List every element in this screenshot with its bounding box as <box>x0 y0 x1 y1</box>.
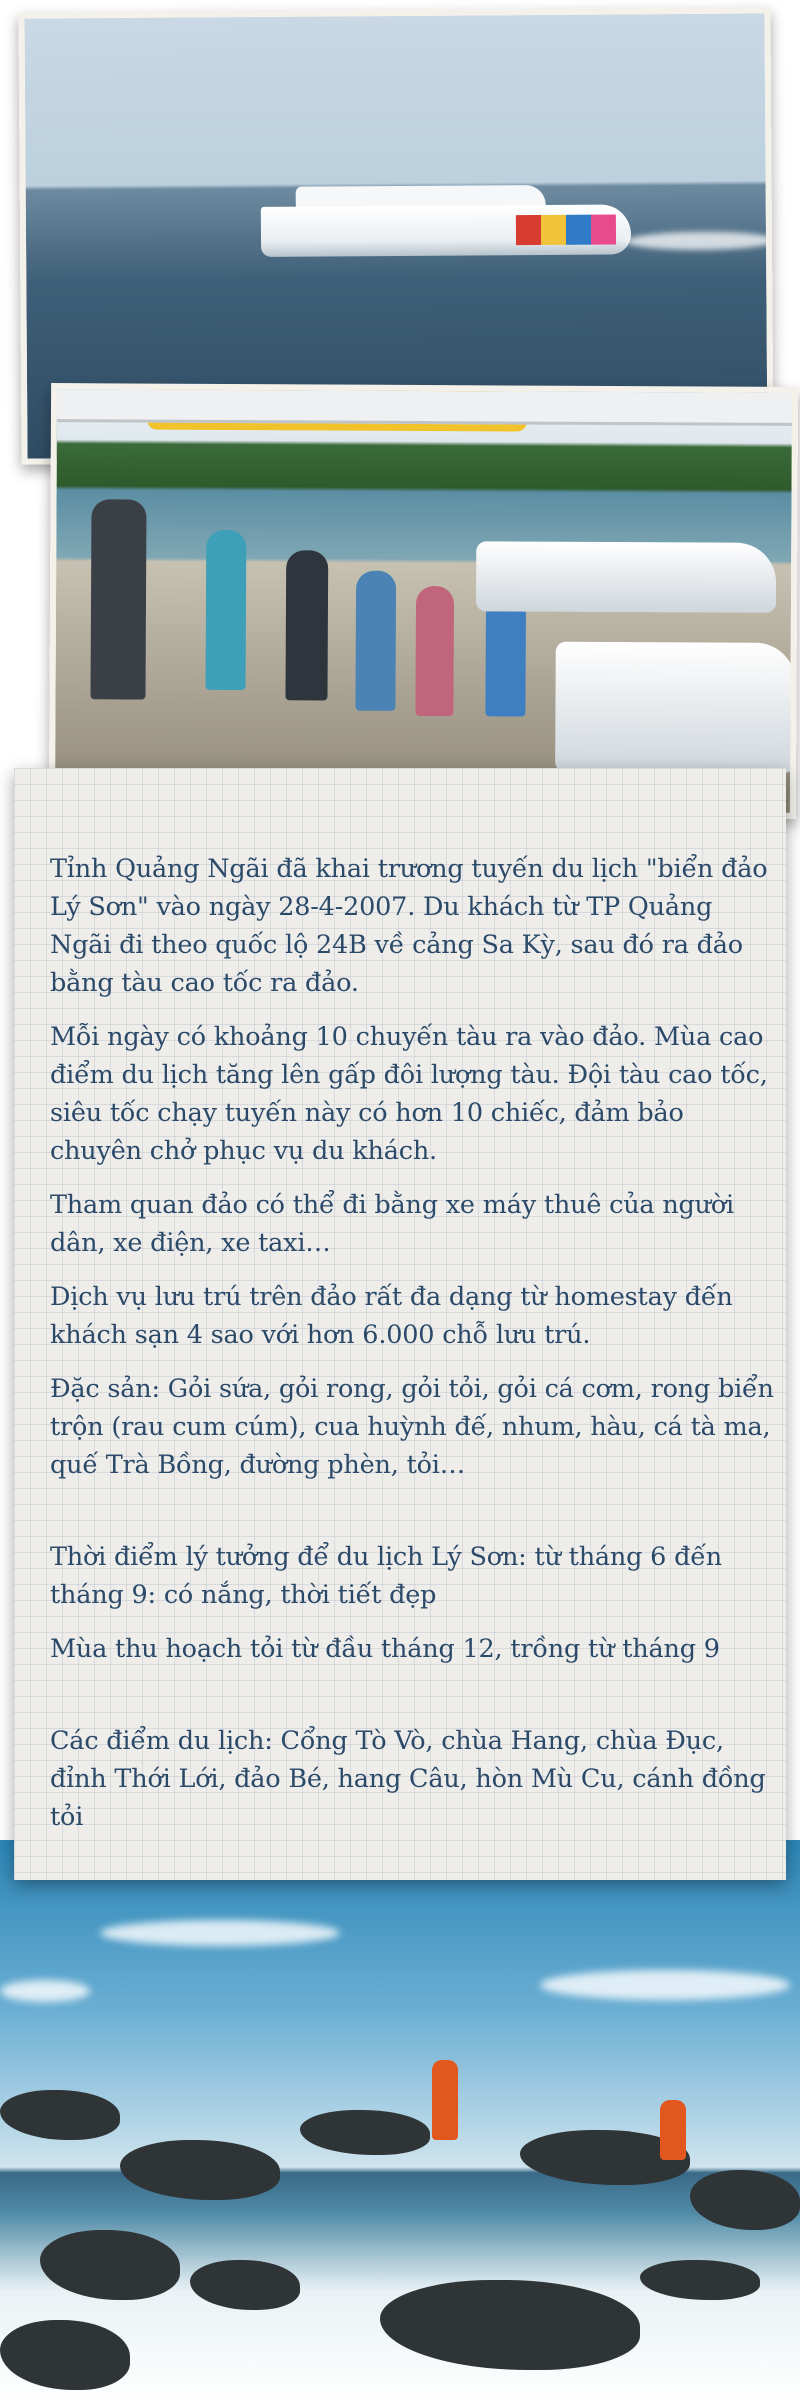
rock <box>40 2230 180 2300</box>
pier-photo <box>49 383 798 819</box>
cloud <box>100 1920 340 1946</box>
rock <box>380 2280 640 2370</box>
cloud <box>540 1970 790 2000</box>
rock <box>640 2260 760 2300</box>
paragraph-specialties: Đặc sản: Gỏi sứa, gỏi rong, gỏi tỏi, gỏi cá cơm, rong biển trộn (rau cum cúm), cua huỳnh đế, nhum, hàu, cá tà ma, quế Trà Bồng, đường phèn, tỏi… <box>50 1374 774 1480</box>
rock <box>190 2260 300 2310</box>
paragraph-accommodation: Dịch vụ lưu trú trên đảo rất đa dạng từ homestay đến khách sạn 4 sao với hơn 6.000 chỗ lưu trú. <box>50 1282 733 1350</box>
person-in-life-vest <box>660 2100 686 2160</box>
boat-rail <box>49 383 798 426</box>
paragraph-garlic-season: Mùa thu hoạch tỏi từ đầu tháng 12, trồng từ tháng 9 <box>50 1634 720 1664</box>
paragraph-best-time: Thời điểm lý tưởng để du lịch Lý Sơn: từ tháng 6 đến tháng 9: có nắng, thời tiết đẹp <box>50 1542 722 1610</box>
paragraph-ferry-schedule: Mỗi ngày có khoảng 10 chuyến tàu ra vào đảo. Mùa cao điểm du lịch tăng lên gấp đôi lượng tàu. Đội tàu cao tốc, siêu tốc chạy tuyến này có hơn 10 chiếc, đảm bảo chuyên chở phục vụ du khách. <box>50 1022 768 1166</box>
tourist <box>415 586 454 716</box>
paragraph-attractions: Các điểm du lịch: Cổng Tò Vò, chùa Hang, chùa Đục, đỉnh Thới Lới, đảo Bé, hang Câu, hòn Mù Cu, cánh đồng tỏi <box>50 1726 766 1832</box>
paragraph-transport: Tham quan đảo có thể đi bằng xe máy thuê của người dân, xe điện, xe taxi… <box>50 1190 735 1258</box>
tourist <box>285 550 328 700</box>
rock <box>300 2110 430 2155</box>
rock <box>0 2320 130 2390</box>
tourist <box>355 571 396 711</box>
tourist <box>90 499 146 699</box>
rock <box>120 2140 280 2200</box>
info-note <box>14 768 786 1880</box>
paragraph-route: Tỉnh Quảng Ngãi đã khai trương tuyến du lịch "biển đảo Lý Sơn" vào ngày 28-4-2007. Du khách từ TP Quảng Ngãi đi theo quốc lộ 24B về cảng Sa Kỳ, sau đó ra đảo bằng tàu cao tốc ra đảo. <box>50 854 768 998</box>
tourist <box>206 530 247 690</box>
rock <box>690 2170 800 2230</box>
ferry-wake <box>626 231 774 250</box>
cloud <box>0 1980 90 2002</box>
speedboat <box>476 541 776 613</box>
tourist <box>485 596 526 716</box>
ferry-stripe <box>516 214 616 245</box>
speedboat <box>555 642 796 773</box>
rock <box>0 2090 120 2140</box>
person-in-life-vest <box>432 2060 458 2140</box>
coast-photo <box>0 1840 800 2404</box>
